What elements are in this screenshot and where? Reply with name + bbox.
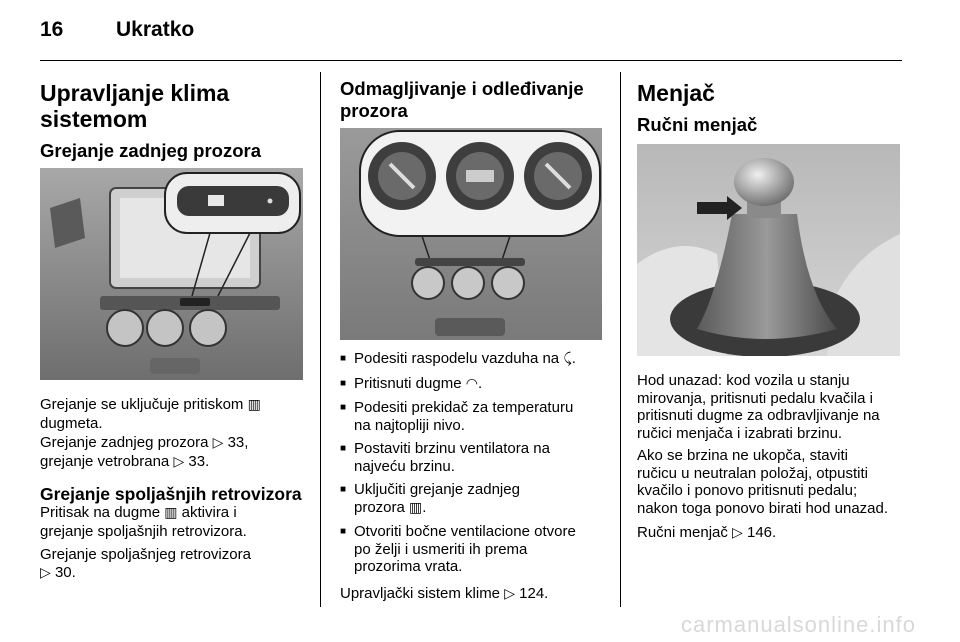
text: ručicu u neutralan položaj, otpustiti bbox=[637, 464, 868, 482]
text: prozora bbox=[354, 498, 405, 516]
text: aktivira i bbox=[181, 504, 237, 521]
section-title: Ukratko bbox=[116, 18, 195, 41]
text: grejanje vetrobrana bbox=[40, 452, 170, 470]
subsection-heading: Grejanje spoljašnjih retrovizora bbox=[40, 484, 302, 504]
column-divider bbox=[620, 72, 621, 607]
paragraph bbox=[637, 524, 907, 543]
ref-arrow-icon: ▷ bbox=[40, 564, 51, 581]
text: na najtopliji nivo. bbox=[354, 416, 465, 434]
page-ref: 33. bbox=[188, 452, 210, 470]
paragraph bbox=[637, 372, 907, 442]
paragraph bbox=[340, 585, 615, 604]
watermark: carmanualsonline.info bbox=[680, 612, 916, 637]
subsection-heading: Grejanje zadnjeg prozora bbox=[40, 140, 262, 161]
text: Postaviti brzinu ventilatora na bbox=[354, 440, 550, 457]
text: Ako se brzina ne ukopča, staviti bbox=[637, 447, 848, 464]
ref-arrow-icon: ▷ bbox=[504, 586, 515, 602]
text: Pritisnuti dugme bbox=[354, 374, 462, 392]
text: Grejanje se uključuje pritiskom bbox=[40, 396, 244, 413]
subsection-heading: Ručni menjač bbox=[637, 114, 758, 135]
windscreen-defrost-icon: ◠ bbox=[465, 375, 478, 392]
text: Otvoriti bočne ventilacione otvore bbox=[354, 523, 576, 540]
text: Ručni menjač bbox=[637, 524, 728, 541]
paragraph bbox=[40, 504, 310, 540]
list-item bbox=[340, 440, 615, 475]
list-item bbox=[340, 399, 615, 434]
text: Pritisak na dugme bbox=[40, 504, 161, 521]
page-ref: 30. bbox=[54, 563, 76, 581]
gear-lever-illustration bbox=[637, 144, 900, 356]
paragraph bbox=[40, 546, 310, 582]
rear-window-heating-icon: ▥ bbox=[164, 505, 178, 521]
paragraph bbox=[637, 447, 912, 517]
text: Podesiti raspodelu vazduha na bbox=[354, 350, 560, 367]
text: prozorima vrata. bbox=[354, 558, 463, 575]
text: ručici menjača i izabrati brzinu. bbox=[637, 424, 843, 442]
heading-line: Odmagljivanje i odleđivanje bbox=[340, 78, 584, 99]
header-rule bbox=[40, 60, 902, 61]
list-item: ■ Podesiti raspodelu vazduha na ⤹. bbox=[340, 350, 615, 369]
heading-line: sistemom bbox=[40, 106, 148, 132]
instruction-list bbox=[340, 350, 615, 582]
paragraph bbox=[40, 396, 310, 432]
text: mirovanja, pritisnuti pedalu kvačila i bbox=[637, 389, 873, 407]
text: nakon toga ponovo birati hod unazad. bbox=[637, 499, 889, 517]
list-item: ■ Pritisnuti dugme ◠. bbox=[340, 375, 615, 394]
paragraph bbox=[40, 434, 310, 471]
gear-lever-photo bbox=[637, 144, 900, 356]
heading-line: Upravljanje klima bbox=[40, 80, 230, 106]
section-heading bbox=[340, 78, 610, 122]
rear-window-heating-icon: ▥ bbox=[409, 499, 423, 516]
list-item: ■ Uključiti grejanje zadnjeg prozora ▥. bbox=[340, 481, 615, 517]
page-ref: 33, bbox=[227, 434, 249, 451]
text: Grejanje spoljašnjeg retrovizora bbox=[40, 546, 251, 563]
text: Upravljački sistem klime bbox=[340, 585, 501, 602]
climate-control-illustration bbox=[340, 128, 602, 340]
text: najveću brzinu. bbox=[354, 457, 455, 475]
text: kvačilo i ponovo pritisnuti pedalu; bbox=[637, 482, 858, 499]
page-ref: 146. bbox=[747, 524, 777, 541]
text: Uključiti grejanje zadnjeg bbox=[354, 481, 520, 498]
dashboard-illustration bbox=[40, 168, 303, 380]
ref-arrow-icon: ▷ bbox=[732, 525, 743, 541]
section-heading: Menjač bbox=[637, 80, 715, 106]
climate-control-photo bbox=[340, 128, 602, 340]
text: dugmeta. bbox=[40, 414, 103, 432]
ref-arrow-icon: ▷ bbox=[173, 453, 185, 470]
air-distribution-icon: ⤹ bbox=[563, 351, 572, 367]
rear-window-heating-icon: ▥ bbox=[247, 397, 261, 413]
page-number: 16 bbox=[40, 18, 64, 41]
list-item bbox=[340, 523, 615, 576]
text: po želji i usmeriti ih prema bbox=[354, 540, 528, 558]
section-heading bbox=[40, 80, 310, 132]
text: grejanje spoljašnjih retrovizora. bbox=[40, 522, 247, 540]
ref-arrow-icon: ▷ bbox=[212, 435, 224, 451]
text: Podesiti prekidač za temperaturu bbox=[354, 399, 574, 416]
text: Hod unazad: kod vozila u stanju bbox=[637, 372, 850, 389]
column-divider bbox=[320, 72, 321, 607]
text: Grejanje zadnjeg prozora bbox=[40, 434, 209, 451]
text: pritisnuti dugme za odbravljivanje na bbox=[637, 407, 880, 424]
heading-line: prozora bbox=[340, 100, 408, 121]
dashboard-photo bbox=[40, 168, 303, 380]
page-ref: 124. bbox=[519, 585, 549, 602]
